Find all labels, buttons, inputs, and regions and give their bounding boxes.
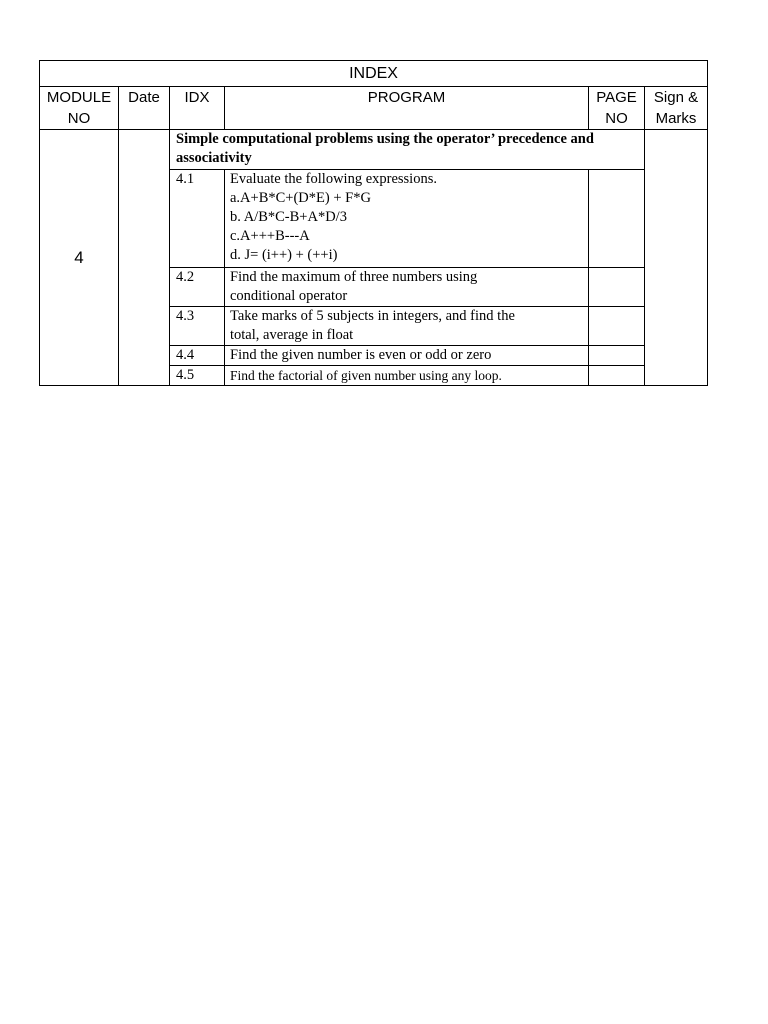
program-line: d. J= (i++) + (++i) (230, 247, 338, 263)
header-page-no (589, 87, 645, 130)
program-line: Find the given number is even or odd or zero (230, 347, 492, 363)
program-cell (225, 268, 589, 307)
header-sign-line1: Sign & (653, 89, 699, 106)
program-cell (225, 307, 589, 346)
page-no-cell (589, 346, 645, 366)
idx-cell: 4.1 (170, 170, 225, 268)
header-page-line1: PAGE (596, 89, 637, 106)
section-title: Simple computational problems using the operator’ precedence and associativity (170, 130, 645, 170)
program-line: c.A+++B---A (230, 228, 310, 244)
header-module-line2: NO (67, 110, 91, 127)
page-no-cell (589, 170, 645, 268)
program-cell (225, 366, 589, 386)
idx-cell: 4.3 (170, 307, 225, 346)
header-module-line1: MODULE (46, 89, 112, 106)
program-cell (225, 346, 589, 366)
page-no-cell (589, 307, 645, 346)
index-title: INDEX (40, 61, 708, 87)
idx-cell: 4.4 (170, 346, 225, 366)
header-program: PROGRAM (225, 87, 589, 130)
program-line: Evaluate the following expressions. (230, 171, 437, 187)
program-line: Find the maximum of three numbers using (230, 269, 478, 285)
sign-marks-cell (645, 130, 708, 386)
program-line: conditional operator (230, 288, 348, 304)
date-cell (119, 130, 170, 386)
page-no-cell (589, 268, 645, 307)
module-number: 4 (40, 130, 119, 386)
header-sign-marks (645, 87, 708, 130)
program-line: Take marks of 5 subjects in integers, and find the (230, 308, 515, 324)
program-line: Find the factorial of given number using any loop. (230, 368, 502, 383)
page-no-cell (589, 366, 645, 386)
idx-cell: 4.2 (170, 268, 225, 307)
header-page-line2: NO (605, 110, 628, 127)
program-line: total, average in float (230, 327, 354, 343)
header-module-no (40, 87, 119, 130)
header-sign-line2: Marks (655, 110, 697, 127)
program-line: a.A+B*C+(D*E) + F*G (230, 190, 371, 206)
idx-cell: 4.5 (170, 366, 225, 386)
index-table (39, 60, 708, 386)
program-line: b. A/B*C-B+A*D/3 (230, 209, 347, 225)
program-cell (225, 170, 589, 268)
header-idx: IDX (170, 87, 225, 130)
header-date: Date (119, 87, 170, 130)
